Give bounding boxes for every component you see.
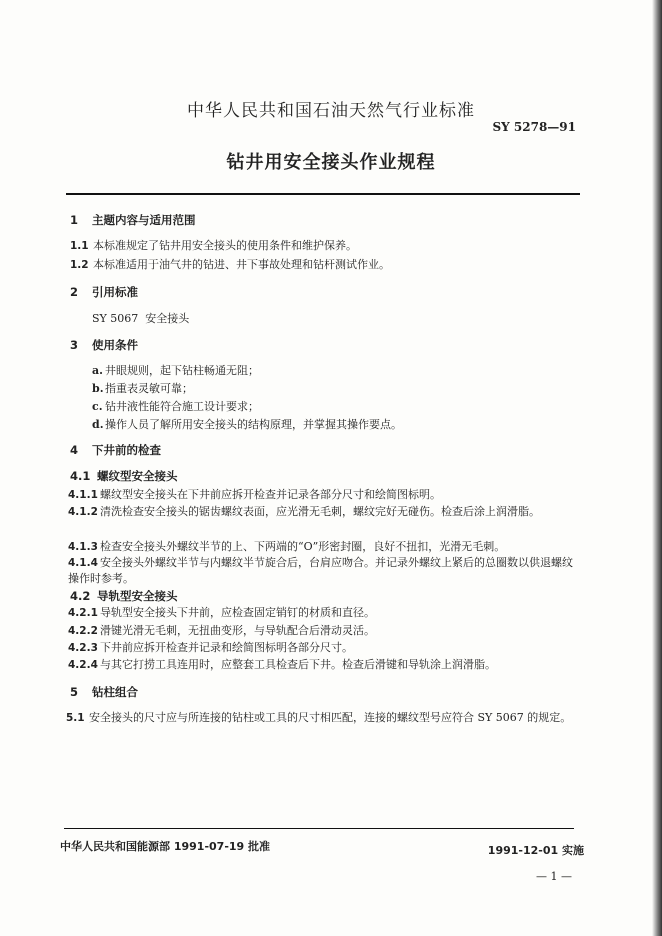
condition-item-c bbox=[92, 398, 259, 414]
section-title: 引用标准 bbox=[92, 285, 138, 299]
page-number: — 1 — bbox=[536, 870, 572, 883]
subsection-4-1-heading bbox=[70, 468, 178, 484]
section-1-heading bbox=[70, 212, 196, 228]
clause-text: 下井前应拆开检查并记录和绘简图标明各部分尺寸。 bbox=[100, 641, 353, 654]
item-label: c. bbox=[92, 400, 103, 413]
item-text: 钻井液性能符合施工设计要求； bbox=[105, 400, 259, 413]
clause-text: 导轨型安全接头下井前，应检查固定销钉的材质和直径。 bbox=[100, 606, 375, 619]
section-title: 使用条件 bbox=[92, 338, 138, 352]
clause-4-1-1 bbox=[68, 487, 441, 503]
section-3-heading bbox=[70, 337, 138, 353]
condition-item-b bbox=[92, 380, 193, 396]
section-4-heading bbox=[70, 442, 161, 458]
clause-5-1 bbox=[66, 710, 581, 726]
item-text: 操作人员了解所用安全接头的结构原理，并掌握其操作要点。 bbox=[105, 418, 402, 431]
item-label: d. bbox=[92, 418, 104, 431]
clause-4-1-4 bbox=[68, 555, 583, 587]
effective-date: 1991-12-01 实施 bbox=[487, 844, 584, 857]
clause-1-2 bbox=[70, 257, 390, 273]
clause-number: 4.1.3 bbox=[68, 541, 98, 553]
standard-number: SY 5278—91 bbox=[492, 120, 576, 134]
section-number: 1 bbox=[70, 213, 79, 227]
section-title: 钻柱组合 bbox=[92, 685, 138, 699]
clause-1-1 bbox=[70, 238, 357, 254]
clause-number: 4.2.3 bbox=[68, 642, 98, 654]
clause-number: 4.1.4 bbox=[68, 557, 98, 569]
condition-item-a bbox=[92, 362, 259, 378]
subsection-title: 螺纹型安全接头 bbox=[97, 469, 178, 483]
section-2-heading bbox=[70, 284, 138, 300]
clause-number: 4.2.4 bbox=[68, 659, 98, 671]
clause-4-2-4 bbox=[68, 657, 496, 673]
scan-edge-shadow bbox=[652, 0, 662, 936]
item-text: 指重表灵敏可靠； bbox=[105, 382, 193, 395]
clause-text: 本标准规定了钻井用安全接头的使用条件和维护保养。 bbox=[93, 239, 357, 252]
item-text: 井眼规则，起下钻柱畅通无阻； bbox=[105, 364, 259, 377]
clause-number: 1.2 bbox=[70, 259, 89, 271]
clause-text: 安全接头的尺寸应与所连接的钻柱或工具的尺寸相匹配，连接的螺纹型号应符合 SY 5067 的规定。 bbox=[89, 711, 572, 724]
section-title: 主题内容与适用范围 bbox=[92, 213, 196, 227]
clause-4-2-2 bbox=[68, 623, 375, 639]
clause-text: 本标准适用于油气井的钻进、井下事故处理和钻杆测试作业。 bbox=[93, 258, 390, 271]
clause-text: 与其它打捞工具连用时，应整套工具检查后下井。检查后滑键和导轨涂上润滑脂。 bbox=[100, 658, 496, 671]
clause-number: 4.2.2 bbox=[68, 625, 98, 637]
clause-number: 5.1 bbox=[66, 712, 85, 724]
clause-text: 滑键光滑无毛刺，无扭曲变形，与导轨配合后滑动灵活。 bbox=[100, 624, 375, 637]
section-5-heading bbox=[70, 684, 138, 700]
clause-text: 清洗检查安全接头的锯齿螺纹表面，应光滑无毛刺，螺纹完好无碰伤。检查后涂上润滑脂。 bbox=[100, 505, 540, 518]
condition-item-d bbox=[92, 416, 402, 432]
subsection-4-2-heading bbox=[70, 588, 178, 604]
section-number: 4 bbox=[70, 443, 79, 457]
referenced-standard: SY 5067 安全接头 bbox=[92, 312, 190, 325]
approval-line: 中华人民共和国能源部 1991-07-19 批准 bbox=[60, 840, 271, 853]
clause-4-2-3 bbox=[68, 640, 353, 656]
document-title: 钻井用安全接头作业规程 bbox=[226, 152, 436, 173]
section-title: 下井前的检查 bbox=[92, 443, 161, 457]
clause-number: 4.1.1 bbox=[68, 489, 98, 501]
clause-number: 1.1 bbox=[70, 240, 89, 252]
clause-text: 检查安全接头外螺纹半节的上、下两端的“O”形密封圈，良好不扭扣，光滑无毛刺。 bbox=[100, 540, 506, 553]
clause-number: 4.2.1 bbox=[68, 607, 98, 619]
clause-4-2-1 bbox=[68, 605, 375, 621]
bottom-rule bbox=[64, 828, 574, 829]
subsection-number: 4.2 bbox=[70, 589, 91, 603]
clause-number: 4.1.2 bbox=[68, 506, 98, 518]
clause-text: 安全接头外螺纹半节与内螺纹半节旋合后，台肩应吻合。并记录外螺纹上紧后的总圈数以供退螺纹操作时参考。 bbox=[68, 556, 573, 585]
top-rule bbox=[66, 193, 580, 195]
clause-4-1-3 bbox=[68, 539, 505, 555]
item-label: b. bbox=[92, 382, 104, 395]
standard-title: 中华人民共和国石油天然气行业标准 bbox=[187, 101, 475, 121]
section-number: 5 bbox=[70, 685, 79, 699]
section-number: 2 bbox=[70, 285, 79, 299]
item-label: a. bbox=[92, 364, 103, 377]
clause-text: 螺纹型安全接头在下井前应拆开检查并记录各部分尺寸和绘简图标明。 bbox=[100, 488, 441, 501]
subsection-number: 4.1 bbox=[70, 469, 91, 483]
clause-4-1-2 bbox=[68, 504, 583, 520]
subsection-title: 导轨型安全接头 bbox=[97, 589, 178, 603]
section-number: 3 bbox=[70, 338, 79, 352]
